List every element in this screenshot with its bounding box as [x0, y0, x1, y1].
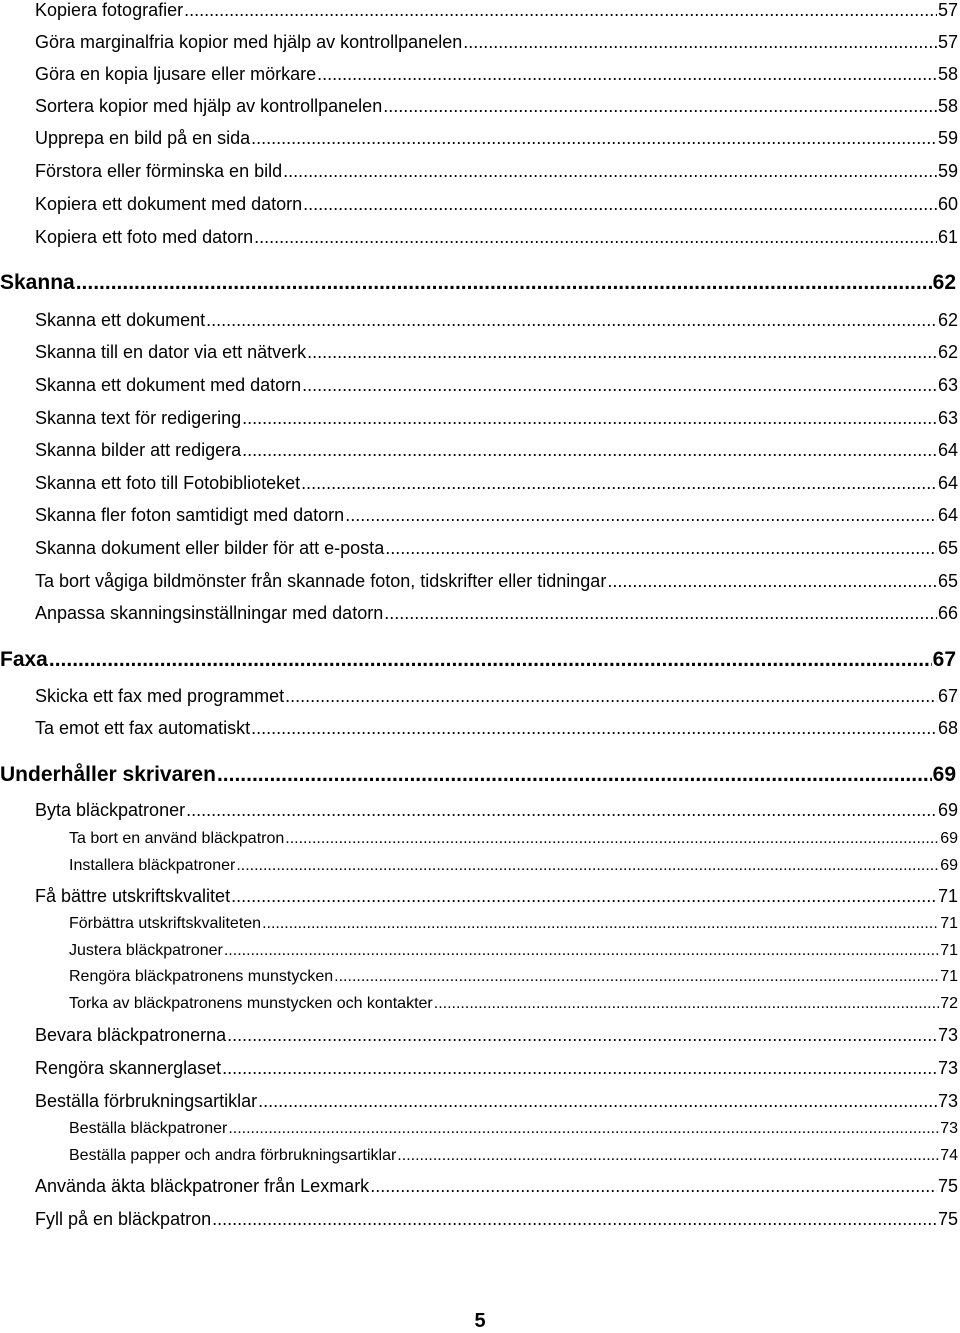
toc-chapter	[0, 271, 956, 301]
toc-subentry-page: 69	[940, 830, 958, 847]
toc-entry	[35, 227, 958, 253]
toc-entry	[35, 440, 958, 466]
toc-subentry	[69, 857, 958, 879]
toc-entry-page: 62	[937, 342, 958, 362]
toc-entry-title: Skanna ett foto till Fotobiblioteket	[35, 473, 301, 493]
toc-entry	[35, 64, 958, 90]
toc-entry-title: Skanna bilder att redigera	[35, 440, 242, 460]
toc-subentry-page: 74	[940, 1147, 958, 1164]
toc-entry-page: 64	[937, 440, 958, 460]
toc-leader	[383, 96, 937, 117]
toc-entry-page: 71	[937, 886, 958, 906]
toc-entry-page: 62	[937, 310, 958, 330]
toc-leader	[397, 1147, 939, 1165]
toc-entry	[35, 194, 958, 220]
toc-entry	[35, 1025, 958, 1051]
toc-entry-title: Ta bort vågiga bildmönster från skannade foton, tidskrifter eller tidningar	[35, 571, 607, 591]
toc-leader	[385, 538, 937, 559]
toc-entry-title: Rengöra skannerglaset	[35, 1058, 222, 1078]
toc-entry-title: Ta emot ett fax automatiskt	[35, 718, 251, 738]
toc-subentry-page: 71	[940, 942, 958, 959]
toc-entry	[35, 538, 958, 564]
toc-entry-title: Kopiera fotografier	[35, 0, 184, 20]
toc-subentry-title: Justera bläckpatroner	[69, 942, 223, 959]
toc-entry-title: Skanna fler foton samtidigt med datorn	[35, 505, 345, 525]
toc-leader	[303, 194, 937, 215]
toc-entry-title: Göra en kopia ljusare eller mörkare	[35, 64, 317, 84]
toc-entry	[35, 686, 958, 712]
toc-leader	[231, 886, 937, 907]
toc-entry-title: Skicka ett fax med programmet	[35, 686, 285, 706]
toc-entry-page: 63	[937, 375, 958, 395]
toc-entry-title: Göra marginalfria kopior med hjälp av kontrollpanelen	[35, 32, 463, 52]
toc-leader	[242, 440, 937, 461]
toc-chapter-page: 62	[932, 271, 956, 294]
toc-leader	[384, 603, 937, 624]
toc-subentry-title: Ta bort en använd bläckpatron	[69, 830, 285, 847]
toc-chapter-title: Skanna	[0, 271, 75, 294]
toc-entry-title: Förstora eller förminska en bild	[35, 161, 283, 181]
toc-entry	[35, 310, 958, 336]
toc-entry-page: 64	[937, 505, 958, 525]
toc-leader	[222, 1058, 937, 1079]
toc-entry-page: 68	[937, 718, 958, 738]
toc-entry-page: 57	[937, 0, 958, 20]
toc-subentry-title: Rengöra bläckpatronens munstycken	[69, 968, 334, 985]
toc-entry-page: 73	[937, 1091, 958, 1111]
toc-entry-page: 59	[937, 161, 958, 181]
toc-entry	[35, 1176, 958, 1202]
toc-entry	[35, 800, 958, 826]
toc-entry-title: Fyll på en bläckpatron	[35, 1209, 212, 1229]
toc-chapter	[0, 763, 956, 793]
toc-leader	[302, 375, 937, 396]
toc-subentry-title: Förbättra utskriftskvaliteten	[69, 915, 262, 932]
toc-entry	[35, 128, 958, 154]
toc-entry	[35, 473, 958, 499]
toc-leader	[228, 1120, 939, 1138]
toc-entry-page: 65	[937, 571, 958, 591]
toc-subentry-page: 71	[940, 915, 958, 932]
toc-subentry-page: 72	[940, 995, 958, 1012]
toc-subentry-page: 73	[940, 1120, 958, 1137]
toc-chapter-title: Underhåller skrivaren	[0, 763, 216, 786]
toc-subentry-page: 71	[940, 968, 958, 985]
toc-entry	[35, 571, 958, 597]
toc-leader	[49, 648, 932, 672]
toc-leader	[607, 571, 937, 592]
toc-leader	[186, 800, 937, 821]
toc-chapter-page: 69	[932, 763, 956, 786]
toc-leader	[76, 271, 932, 295]
toc-leader	[184, 0, 937, 21]
toc-entry-title: Beställa förbrukningsartiklar	[35, 1091, 258, 1111]
toc-entry-title: Kopiera ett foto med datorn	[35, 227, 254, 247]
toc-leader	[285, 686, 937, 707]
toc-chapter-title: Faxa	[0, 648, 48, 671]
toc-leader	[334, 968, 939, 986]
toc-entry-title: Skanna text för redigering	[35, 408, 242, 428]
toc-leader	[283, 161, 937, 182]
toc-entry-title: Kopiera ett dokument med datorn	[35, 194, 303, 214]
toc-subentry-title: Beställa papper och andra förbrukningsartiklar	[69, 1147, 397, 1164]
toc-entry-page: 66	[937, 603, 958, 623]
toc-entry-title: Byta bläckpatroner	[35, 800, 186, 820]
toc-leader	[307, 342, 937, 363]
toc-subentry-page: 69	[940, 857, 958, 874]
toc-entry-page: 58	[937, 96, 958, 116]
toc-entry-title: Skanna ett dokument	[35, 310, 206, 330]
toc-entry	[35, 1091, 958, 1117]
toc-entry-page: 73	[937, 1058, 958, 1078]
toc-entry	[35, 161, 958, 187]
toc-entry	[35, 1209, 958, 1235]
toc-leader	[434, 995, 939, 1013]
toc-subentry-title: Installera bläckpatroner	[69, 857, 236, 874]
toc-leader	[224, 942, 939, 960]
toc-subentry	[69, 830, 958, 852]
toc-leader	[206, 310, 937, 331]
toc-entry	[35, 96, 958, 122]
toc-leader	[242, 408, 937, 429]
toc-subentry-title: Beställa bläckpatroner	[69, 1120, 228, 1137]
toc-entry-page: 60	[937, 194, 958, 214]
toc-entry	[35, 603, 958, 629]
toc-subentry	[69, 942, 958, 964]
toc-entry-page: 61	[937, 227, 958, 247]
toc-entry-title: Upprepa en bild på en sida	[35, 128, 251, 148]
toc-entry-page: 75	[937, 1209, 958, 1229]
toc-leader	[254, 227, 937, 248]
toc-leader	[236, 857, 939, 875]
toc-leader	[317, 64, 937, 85]
toc-subentry	[69, 1147, 958, 1169]
toc-entry-title: Få bättre utskriftskvalitet	[35, 886, 231, 906]
toc-entry	[35, 375, 958, 401]
toc-entry-title: Sortera kopior med hjälp av kontrollpanelen	[35, 96, 383, 116]
toc-entry	[35, 342, 958, 368]
toc-chapter-page: 67	[932, 648, 956, 671]
toc-subentry	[69, 1120, 958, 1142]
toc-entry-page: 75	[937, 1176, 958, 1196]
toc-entry	[35, 886, 958, 912]
toc-leader	[285, 830, 939, 848]
toc-subentry	[69, 915, 958, 937]
page-number: 5	[474, 1310, 486, 1332]
toc-entry	[35, 408, 958, 434]
toc-leader	[301, 473, 937, 494]
toc-entry	[35, 0, 958, 26]
toc-subentry-title: Torka av bläckpatronens munstycken och kontakter	[69, 995, 433, 1012]
toc-entry-title: Skanna dokument eller bilder för att e-posta	[35, 538, 385, 558]
toc-entry	[35, 32, 958, 58]
toc-subentry	[69, 968, 958, 990]
toc-leader	[251, 128, 937, 149]
toc-chapter	[0, 648, 956, 678]
toc-leader	[212, 1209, 937, 1230]
toc-leader	[217, 763, 932, 787]
toc-entry-title: Använda äkta bläckpatroner från Lexmark	[35, 1176, 370, 1196]
toc-entry-title: Bevara bläckpatronerna	[35, 1025, 227, 1045]
toc-entry-title: Skanna ett dokument med datorn	[35, 375, 302, 395]
toc-entry-page: 58	[937, 64, 958, 84]
toc-entry-page: 59	[937, 128, 958, 148]
toc-entry	[35, 505, 958, 531]
toc-leader	[345, 505, 937, 526]
toc-entry-page: 65	[937, 538, 958, 558]
toc-entry-title: Anpassa skanningsinställningar med datorn	[35, 603, 384, 623]
toc-entry-page: 63	[937, 408, 958, 428]
toc-leader	[251, 718, 937, 739]
toc-entry	[35, 718, 958, 744]
toc-leader	[463, 32, 937, 53]
toc-leader	[227, 1025, 937, 1046]
toc-entry-page: 69	[937, 800, 958, 820]
toc-entry-page: 57	[937, 32, 958, 52]
toc-entry-page: 73	[937, 1025, 958, 1045]
toc-entry-page: 67	[937, 686, 958, 706]
toc-entry	[35, 1058, 958, 1084]
toc-entry-page: 64	[937, 473, 958, 493]
toc-subentry	[69, 995, 958, 1017]
toc-leader	[370, 1176, 937, 1197]
toc-entry-title: Skanna till en dator via ett nätverk	[35, 342, 307, 362]
toc-leader	[262, 915, 939, 933]
toc-leader	[258, 1091, 937, 1112]
